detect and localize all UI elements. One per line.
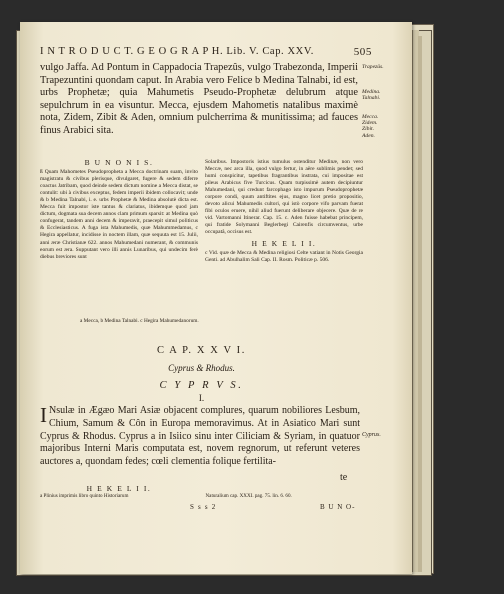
line-catchword: te xyxy=(340,472,348,483)
drop-cap: I xyxy=(40,403,47,427)
margin-note-medina-2: Talnabi. xyxy=(362,95,381,102)
column-note-left: a Mecca, b Medina Talnabi. c Hegira Mahumedanorum. xyxy=(80,318,199,324)
commentary-left-column xyxy=(40,159,198,261)
right-column-text: Solaribus. Impostoris istius tumulus ostenditur Medinæ, non vero Meccæ, nec arca illa, quod vulgo fertur, in aëre sublimis pendet; sed humi conspicitur, tapetibus fragrantibus instrata, cui impositae est pileus Arabicus five Turcicus. Quam turpissimè autem decipiuntur Mahumedani, qui credunt farcophago isto impurum Pseudoprophetæ corpore condi, quum antiftites ejus, magno licet pretio propositio, devoto alicui Mahumedis cultori, qui istò corpore vifo parvam fuerat fibi oculos eruere, nihil aliud fuerunt deliberare objecere. Quæ de re vid. Vartomanni Itinerar. Cap. 15. c. Aden fuisse habebat principem, qui fratide Solymanni Beglerbegi Cairenfis circumventus, urbe occupatâ, occisus est. xyxy=(205,159,363,236)
margin-note-trapezus: Trapezûs. xyxy=(362,64,384,70)
hekelii-footnote: c Vid. quæ de Mecca & Medina religiosi Celte vatiant in Notis Georgia Genti. ad Abulhalim Sali Cap. II. Rosm. Politicæ p. 506. xyxy=(205,249,363,263)
catchword: B U N O- xyxy=(320,503,356,511)
chapter-subtitle: Cyprus & Rhodus. xyxy=(168,363,235,373)
body-paragraph xyxy=(40,405,360,469)
margin-note-medina-1: Medina. xyxy=(362,89,381,95)
signature-mark: S s s 2 xyxy=(190,503,217,511)
margin-note-aden: Aden. xyxy=(362,132,375,139)
intro-paragraph xyxy=(40,62,358,138)
body-text: Nsulæ in Ægæo Mari Asiæ objacent complures, quarum nobiliores Lesbum, Chium, Samum & Côn in Europa memoravimus. At in Asiatico Mari sunt Cyprus & Rhodus. Cyprus a in Isiico sinu inter Ciliciam & Syriam, in quatuor majoribus Interni Maris computata est, novem regnorum, ut referunt veteres auctores a, quondam fedes; cœli clementia folique fertilita- xyxy=(40,405,360,468)
page-edge-back xyxy=(418,36,422,572)
column-notes xyxy=(40,318,363,324)
hekelii-bottom-heading: H E K E L I I. xyxy=(86,484,152,493)
chapter-title: C A P. X X V I. xyxy=(157,345,246,356)
commentary-right-column xyxy=(205,159,363,264)
margin-note-cyprus: Cyprus. xyxy=(362,432,381,438)
margin-note-zibit: Zibit. xyxy=(362,126,374,133)
footnote-right: Naturalium cap. XXXI. pag. 75. lin. 6. 60. xyxy=(205,493,292,499)
running-head xyxy=(40,46,372,62)
margin-note-cities xyxy=(362,114,378,139)
margin-note-medina xyxy=(362,89,381,101)
margin-note-mecca: Mecca. xyxy=(362,114,379,120)
footnotes xyxy=(40,493,363,499)
bunonis-heading: B U N O N I S. xyxy=(84,158,154,167)
page-number: 505 xyxy=(353,46,372,58)
margin-note-zidem: Zidem. xyxy=(362,120,378,127)
intro-text: vulgo Jaffa. Ad Pontum in Cappadocia Trapezûs, vulgo Trabezonda, Imperii Trapezuntini quondam caput. In Arabia vero Felice b Medina Talnabi, id est, urbs Prophetæ; quia Mahumetis Pseudo-Prophetæ delubrum atque sepulchrum in ea visuntur. Mecca, ejusdem Mahometis natalibus maximè nota, Zidem, Zibit & Aden, omnium pulcherrima & munitissima; ad fauces finus Arabici sita. xyxy=(40,62,358,136)
section-number: I. xyxy=(198,393,205,403)
hekelii-heading: H E K E L I I. xyxy=(251,238,317,248)
running-head-title: I N T R O D U C T. G E O G R A P H. Lib. V. Cap. XXV. xyxy=(40,46,314,57)
section-title: C Y P R V S. xyxy=(159,380,244,391)
bunonis-text: ß Quam Mahometes Pseudopropheta a Mecca doctrinam suam, invito magistratu & civibus plerisque, divulgaret, fugere & sedem diferre coactus Jatribam, quod deinde sedem dictum nomine a Mecca distat, se contulit: ubi à civibus exceptus, fedem imperii ibidem collocavit; unde & b Medina Talnabi, i. e. urbs Prophetæ & Medina absolutè dicta est. Mecca fuit impostor iste tantus & clariatus, ibidemque quod jam dictum, dogmata sua decem annos clam primum sparsit: at Medina quò confugerat, tandem anni decem & imperavit, praecepit simul politicus & Ecclesiasticus. A fuga ista Mahumedis, quæ Mahummedamus, c Hegira appellatur, incidisse in noctem illam, quæ sequuta est 15. Julii, anni æræ Christianæ 622. annos Mahumedani numerant, & communis eorum est æra. Supputant vero illi annis Lunaribus, qui undecim ferè diebus breviores sunt xyxy=(40,169,198,260)
footnote-left: a Plinius imprimis libro quinto Historiarum xyxy=(40,493,129,499)
